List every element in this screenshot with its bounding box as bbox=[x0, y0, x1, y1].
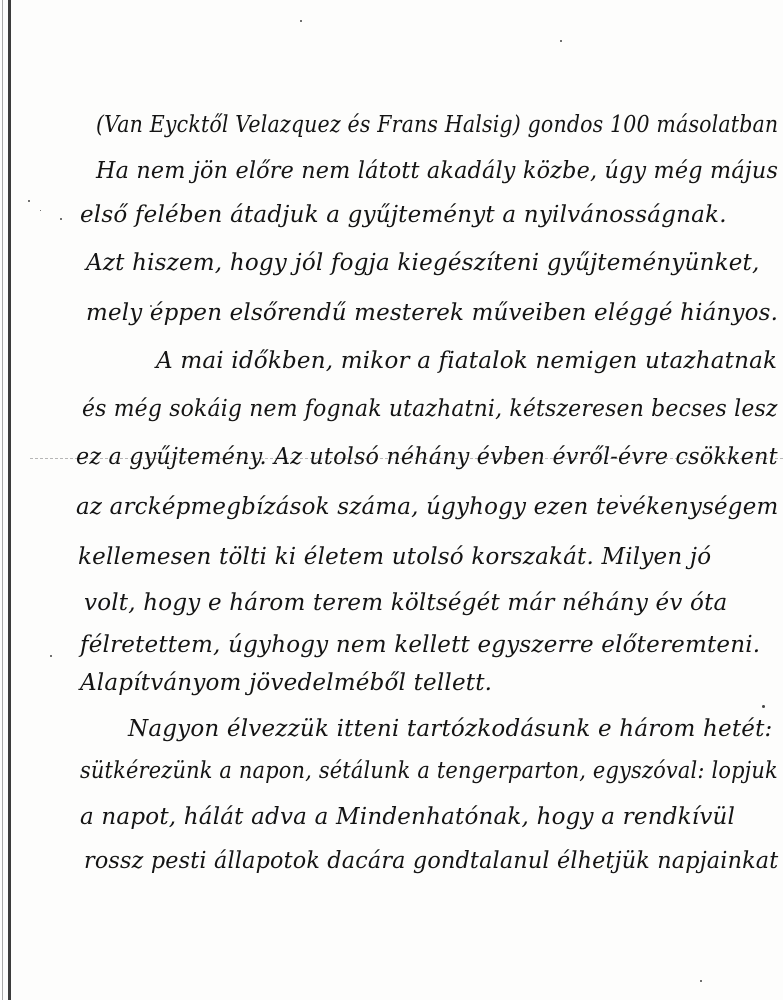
text-line-7: és még sokáig nem fognak utazhatni, kétszeresen becses lesz bbox=[82, 396, 778, 422]
text-line-17: rossz pesti állapotok dacára gondtalanul élhetjük napjainkat bbox=[84, 848, 779, 874]
text-line-4: Azt hiszem, hogy jól fogja kiegészíteni gyűjteményünket, bbox=[86, 250, 760, 276]
text-line-2: Ha nem jön előre nem látott akadály közbe, úgy még május bbox=[96, 158, 779, 184]
text-line-10: kellemesen tölti ki életem utolsó korszakát. Milyen jó bbox=[78, 544, 712, 570]
text-line-9: az arcképmegbízások száma, úgyhogy ezen tevékenységem bbox=[76, 494, 779, 520]
text-line-15: sütkérezünk a napon, sétálunk a tengerparton, egyszóval: lopjuk bbox=[80, 758, 778, 784]
text-line-8: ez a gyűjtemény. Az utolsó néhány évben évről-évre csökkent bbox=[76, 444, 778, 470]
text-line-5: mely éppen elsőrendű mesterek műveiben eléggé hiányos. bbox=[86, 300, 779, 326]
text-line-11: volt, hogy e három terem költségét már néhány év óta bbox=[84, 590, 728, 616]
text-line-12: félretettem, úgyhogy nem kellett egyszerre előteremteni. bbox=[80, 632, 761, 658]
text-line-16: a napot, hálát adva a Mindenhatónak, hogy a rendkívül bbox=[80, 804, 736, 830]
text-line-14: Nagyon élvezzük itteni tartózkodásunk e három hetét: bbox=[128, 716, 773, 742]
text-line-3: első felében átadjuk a gyűjteményt a nyilvánosságnak. bbox=[80, 202, 727, 228]
text-line-13: Alapítványom jövedelméből tellett. bbox=[80, 670, 493, 696]
text-line-1: (Van Eycktől Velazquez és Frans Halsig) gondos 100 másolatban bbox=[96, 112, 779, 138]
text-line-6: A mai időkben, mikor a fiatalok nemigen utazhatnak bbox=[156, 348, 778, 374]
